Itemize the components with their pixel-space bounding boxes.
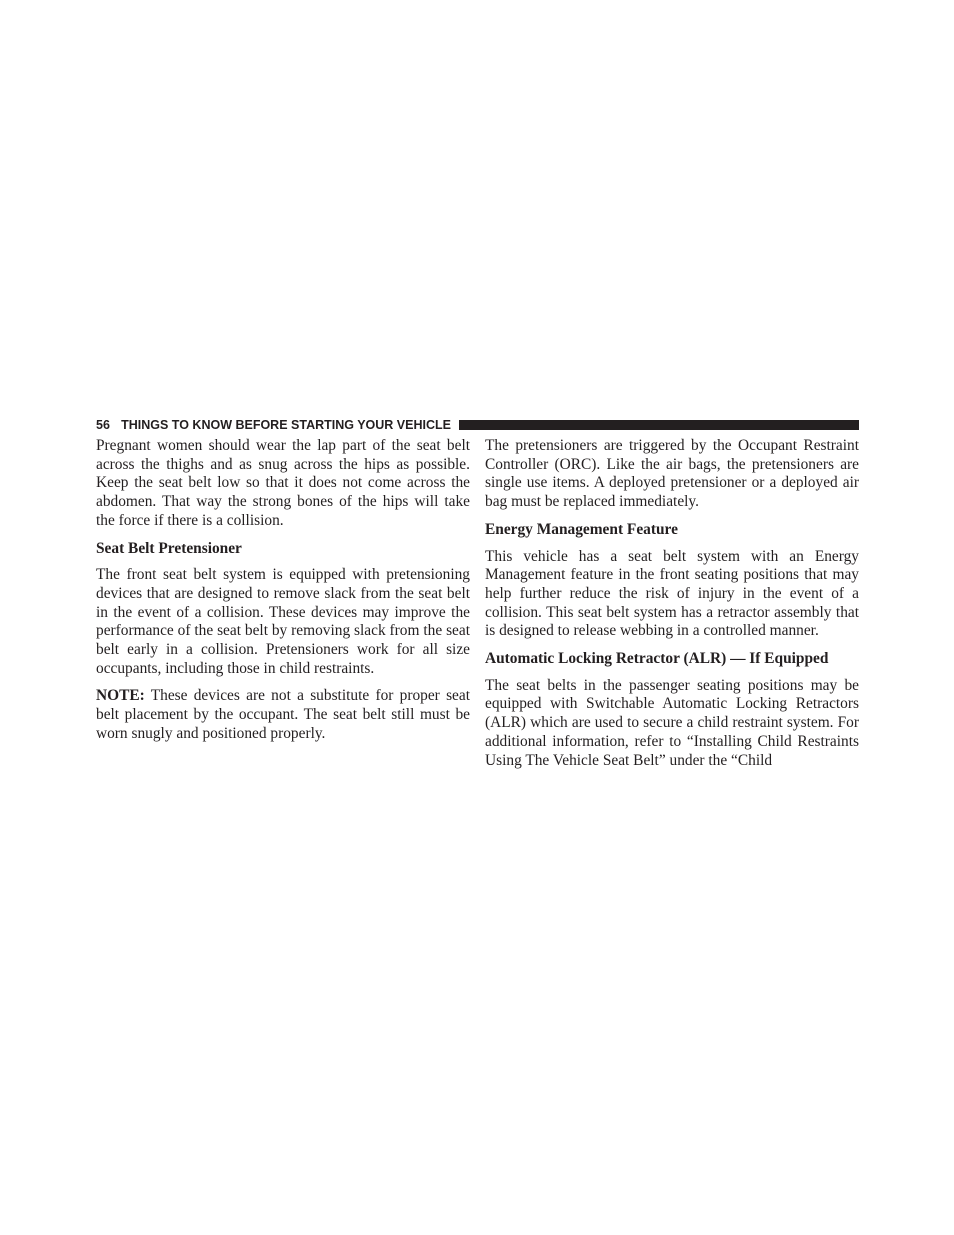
energy-management-heading: Energy Management Feature [485, 520, 678, 538]
alr-paragraph: The seat belts in the passenger seating positions may be equipped with Switchable Automatic Locking Retractors (ALR) which are used to secure a child restraint system. For additional information, refer to “Installing Child Restraints Using The Vehicle Seat Belt” under the “Child [485, 676, 859, 769]
seat-belt-pretensioner-heading: Seat Belt Pretensioner [96, 539, 242, 557]
pretensioner-trigger-paragraph: The pretensioners are triggered by the Occupant Restraint Controller (ORC). Like the air bags, the pretensioners are single use items. A deployed pretensioner or a deployed air bag must be replaced immediately. [485, 437, 859, 511]
note-text: These devices are not a substitute for proper seat belt placement by the occupant. The seat belt still must be worn snugly and positioned properly. [96, 687, 470, 742]
note-paragraph [96, 687, 470, 743]
energy-management-paragraph: This vehicle has a seat belt system with an Energy Management feature in the front seating positions that may help further reduce the risk of injury in the event of a collision. This seat belt system has a retractor assembly that is designed to release webbing in a controlled manner. [485, 547, 859, 640]
header-rule [459, 420, 859, 430]
right-column [485, 437, 859, 779]
pretensioner-paragraph: The front seat belt system is equipped with pretensioning devices that are designed to remove slack from the seat belt in the event of a collision. These devices may improve the performance of the seat belt by removing slack from the seat belt early in a collision. Pretensioners work for all size occupants, including those in child restraints. [96, 566, 470, 677]
page-header [96, 417, 859, 433]
left-column [96, 437, 470, 753]
alr-heading: Automatic Locking Retractor (ALR) — If Equipped [485, 650, 829, 668]
pregnant-women-paragraph: Pregnant women should wear the lap part of the seat belt across the thighs and as snug across the hips as possible. Keep the seat belt low so that it does not come across the abdomen. That way the strong bones of the hips will take the force if there is a collision. [96, 437, 470, 529]
note-label: NOTE: [96, 687, 145, 705]
page-number: 56 [96, 418, 111, 432]
section-title: THINGS TO KNOW BEFORE STARTING YOUR VEHICLE [121, 418, 451, 432]
